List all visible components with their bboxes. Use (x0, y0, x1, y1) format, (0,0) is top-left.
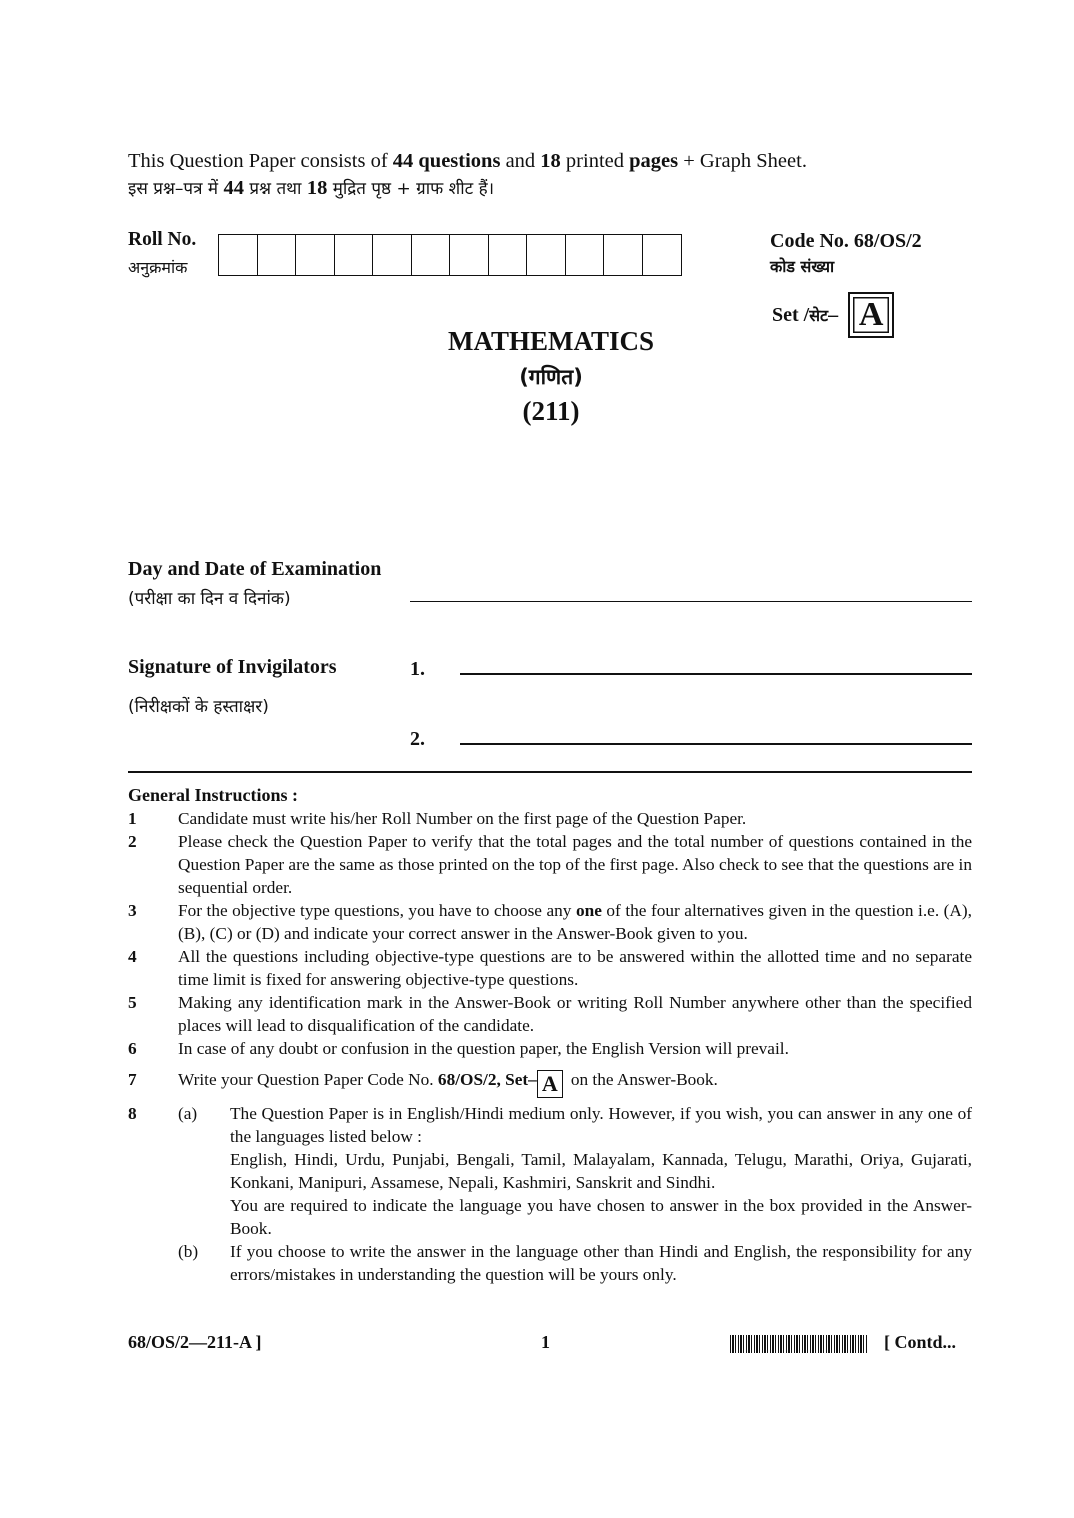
roll-number-label: Roll No. अनुक्रमांक (128, 229, 197, 277)
instruction-item: 7 Write your Question Paper Code No. 68/OS/2, Set– A on the Answer-Book. (128, 1070, 718, 1096)
roll-number-cell[interactable] (450, 235, 489, 275)
instruction-item: 5 Making any identification mark in the Answer-Book or writing Roll Number anywhere other than the specified places will lead to disqualification of the candidate. (128, 993, 972, 1035)
invigilator-signature-label: Signature of Invigilators (128, 656, 337, 678)
instruction-item: 8 (a) The Question Paper is in English/Hindi medium only. However, if you wish, you can answer in any one of the languages listed below : English, Hindi, Urdu, Punjabi, Bengali, Tamil, Malayalam, Kannada, Telugu, Marathi, Oriya, Gujarati, Konkani, Manipuri, Assamese, Nepali, Kashmiri, Sanskrit and Sindhi. You are required to indicate the language you have chosen to answer in the box provided in the Answer-Book. (b) If you choose to write the answer in the language other than Hindi and English, the responsibility for any errors/mistakes in understanding the question will be yours only. (128, 1103, 972, 1284)
roll-number-cell[interactable] (566, 235, 605, 275)
roll-number-cell[interactable] (604, 235, 643, 275)
paper-intro (128, 148, 807, 203)
set-inline-box: A (537, 1070, 563, 1098)
subject-title: MATHEMATICS (गणित) (211) (447, 326, 654, 426)
roll-number-cell[interactable] (412, 235, 451, 275)
intro-hindi: इस प्रश्न–पत्र में 44 प्रश्न तथा 18 मुद्रित पृष्ठ + ग्राफ शीट हैं। (128, 177, 495, 199)
roll-number-cell[interactable] (643, 235, 682, 275)
exam-date-label: Day and Date of Examination (128, 558, 382, 580)
instruction-item: 4 All the questions including objective-type questions are to be answered within the allotted time and no separate time limit is fixed for answering objective-type questions. (128, 947, 972, 989)
instructions-heading: General Instructions : (128, 785, 298, 805)
intro-english: This Question Paper consists of 44 questions and 18 printed pages + Graph Sheet. (128, 150, 807, 172)
invigilator-signature-label-hindi: (निरीक्षकों के हस्ताक्षर) (128, 697, 269, 717)
roll-number-cell[interactable] (258, 235, 297, 275)
footer-code: 68/OS/2—211-A ] (128, 1332, 262, 1352)
roll-number-cell[interactable] (527, 235, 566, 275)
page-number: 1 (541, 1332, 550, 1352)
invigilator-signature-line-1[interactable] (460, 673, 972, 675)
roll-number-cell[interactable] (335, 235, 374, 275)
invigilator-number-1: 1. (410, 658, 425, 680)
general-instructions (128, 784, 972, 1286)
instruction-item: 1 Candidate must write his/her Roll Number on the first page of the Question Paper. (128, 809, 747, 828)
invigilator-number-2: 2. (410, 728, 425, 750)
instruction-subitem-b: (b) If you choose to write the answer in the language other than Hindi and English, the responsibility for any errors/mistakes in understanding the question will be yours only. (178, 1241, 972, 1284)
roll-number-cell[interactable] (489, 235, 528, 275)
barcode (730, 1335, 868, 1353)
code-number: Code No. 68/OS/2 कोड संख्या (770, 230, 922, 276)
roll-number-cell[interactable] (296, 235, 335, 275)
instruction-item: 3 For the objective type questions, you have to choose any one of the four alternatives given in the question i.e. (A), (B), (C) or (D) and indicate your correct answer in the Answer-Book given to you. (128, 901, 972, 943)
exam-date-label-hindi: (परीक्षा का दिन व दिनांक) (128, 589, 291, 609)
instruction-item: 6 In case of any doubt or confusion in the question paper, the English Version will prevail. (128, 1039, 789, 1058)
roll-number-cell[interactable] (373, 235, 412, 275)
invigilator-signature-line-2[interactable] (460, 743, 972, 745)
roll-number-cell[interactable] (219, 235, 258, 275)
set-indicator: Set / सेट – A (772, 292, 894, 338)
continued-label: [ Contd... (884, 1332, 957, 1352)
roll-number-boxes[interactable] (218, 234, 682, 276)
set-box: A (848, 292, 894, 338)
instruction-subitem-a: (a) The Question Paper is in English/Hindi medium only. However, if you wish, you can answer in any one of the languages listed below : English, Hindi, Urdu, Punjabi, Bengali, Tamil, Malayalam, Kannada, Telugu, Marathi, Oriya, Gujarati, Konkani, Manipuri, Assamese, Nepali, Kashmiri, Sanskrit and Sindhi. You are required to indicate the language you have chosen to answer in the box provided in the Answer-Book. (178, 1103, 972, 1238)
instruction-item: 2 Please check the Question Paper to verify that the total pages and the total number of questions contained in the Question Paper are the same as those printed on the top of the first page. Also check to see that the questions are in sequential order. (128, 832, 972, 897)
section-divider (128, 771, 972, 773)
exam-date-line[interactable] (410, 601, 972, 602)
